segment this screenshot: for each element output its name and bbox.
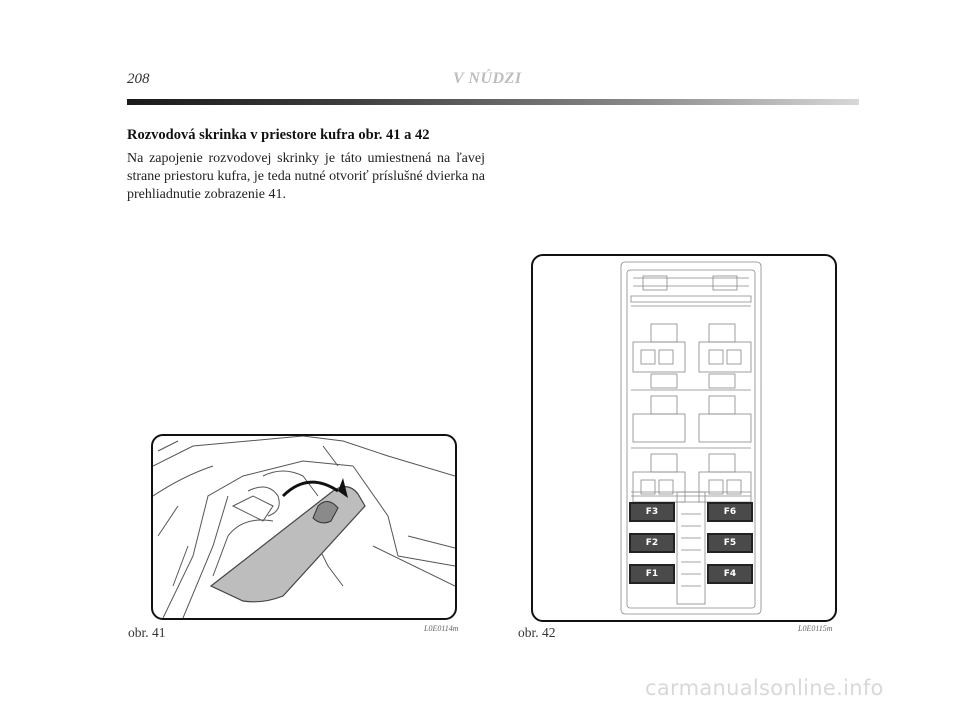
figure-41-code: L0E0114m <box>424 624 459 633</box>
trunk-panel-drawing <box>153 436 455 618</box>
fuse-f2-label: F2 <box>645 538 659 548</box>
figure-41-caption: obr. 41 <box>128 625 166 640</box>
fuse-box-drawing <box>533 256 835 620</box>
fuse-f4-label: F4 <box>723 569 737 579</box>
fuse-f1-label: F1 <box>645 569 659 579</box>
fuse-f2 <box>629 533 675 553</box>
figure-42-code: L0E0115m <box>798 624 833 633</box>
fuse-f1 <box>629 564 675 584</box>
fuse-f6 <box>707 502 753 522</box>
fuse-f5-label: F5 <box>723 538 737 548</box>
figure-42-fuse-box <box>531 254 837 622</box>
watermark: carmanualsonline.info <box>645 676 884 700</box>
fuse-f5 <box>707 533 753 553</box>
fuse-f3 <box>629 502 675 522</box>
figure-41-illustration <box>151 434 457 620</box>
chapter-title: V NÚDZI <box>453 70 522 87</box>
body-paragraph: Na zapojenie rozvodovej skrinky je táto umiestnená na ľavej strane priestoru kufra, je teda nutné otvoriť príslušné dvierka na prehliadnutie zobrazenie 41. <box>127 151 485 202</box>
figure-42-caption: obr. 42 <box>518 625 556 640</box>
header-rule <box>127 99 859 105</box>
page-number: 208 <box>127 71 150 87</box>
fuse-f4 <box>707 564 753 584</box>
fuse-f6-label: F6 <box>723 507 737 517</box>
section-heading: Rozvodová skrinka v priestore kufra obr. 41 a 42 <box>127 127 430 143</box>
fuse-f3-label: F3 <box>645 507 659 517</box>
